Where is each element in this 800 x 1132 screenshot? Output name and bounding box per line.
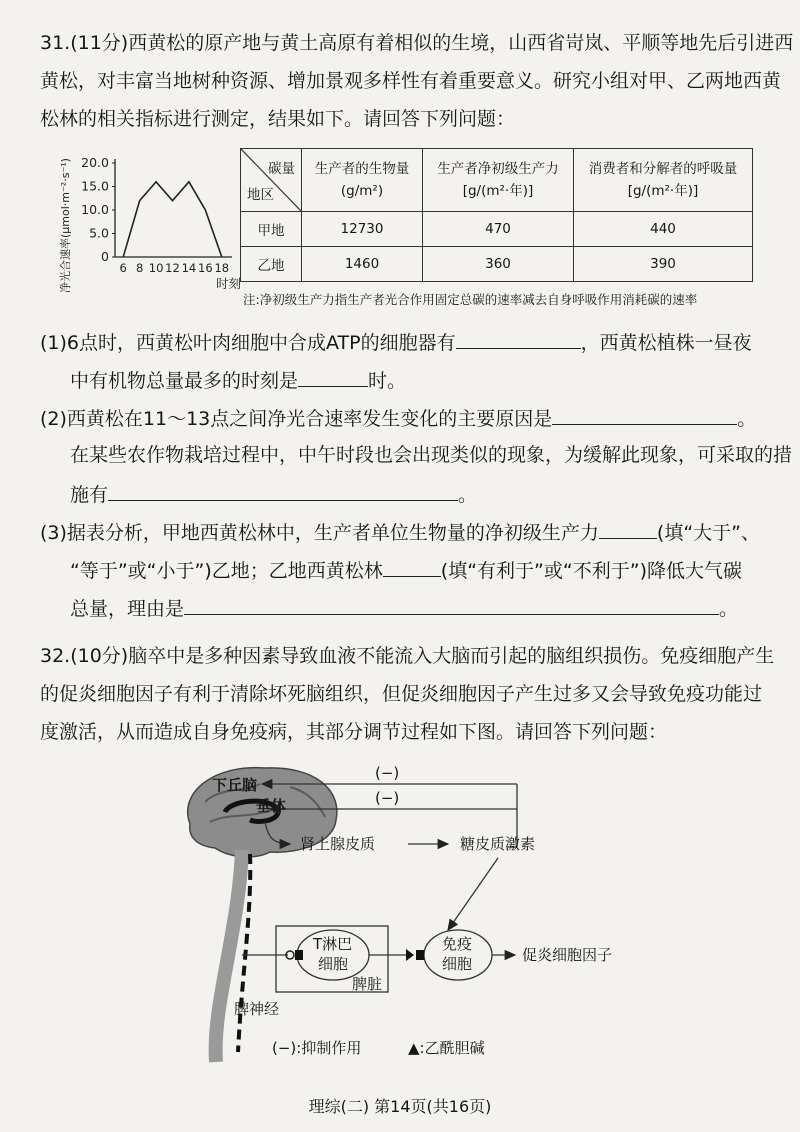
q32-text-1: 脑卒中是多种因素导致血液不能流入大脑而引起的脑组织损伤。免疫细胞产生 [128,645,775,667]
q31-score: (11分) [70,32,129,54]
q31-sub1-line2: 中有机物总量最多的时刻是 时。 [70,366,406,394]
q31-sub2-line1: (2)西黄松在11～13点之间净光合速率发生变化的主要原因是 。 [40,404,756,432]
answer-blank[interactable] [456,328,581,349]
answer-blank[interactable] [298,366,368,387]
table-cell: 440 [574,212,753,247]
header-respiration: 消费者和分解者的呼吸量 [g/(m²·年)] [574,149,753,212]
q31-number: 31. [40,32,71,54]
table-row [241,212,753,247]
q31-sub1-line1: (1)6点时，西黄松叶肉细胞中合成ATP的细胞器有 ，西黄松植株一昼夜 [40,328,752,356]
x-tick-label: 14 [181,261,197,275]
row-region: 甲地 [241,212,302,247]
label-spleen: 脾脏 [352,975,383,993]
carbon-data-table [240,148,753,282]
label-pituitary: 垂体 [256,797,287,815]
q31-text-1: 西黄松的原产地与黄土高原有着相似的生境，山西省岢岚、平顺等地先后引进西 [128,32,794,54]
q32-line-1 [40,643,774,669]
x-tick-label: 16 [198,261,213,275]
q32-line-2: 的促炎细胞因子有利于清除坏死脑组织，但促炎细胞因子产生过多又会导致免疫功能过 [40,683,763,705]
q32-line-3: 度激活，从而造成自身免疫病，其部分调节过程如下图。请回答下列问题： [40,721,668,743]
table-cell: 12730 [302,212,423,247]
x-tick-label: 18 [214,261,230,275]
label-inhibit-2: (−) [375,789,400,807]
answer-blank[interactable] [184,594,719,615]
row-region: 乙地 [241,247,302,282]
header-npp: 生产者净初级生产力 [g/(m²·年)] [423,149,574,212]
diagram-lines [170,762,650,1072]
label-hypothalamus: 下丘脑 [212,776,258,794]
answer-blank[interactable] [599,518,657,539]
label-t-cell-2: 细胞 [318,955,349,973]
q32-score: (10分) [70,645,129,667]
label-adrenal-cortex: 肾上腺皮质 [300,835,376,853]
legend-inhibit: (−):抑制作用 [272,1039,362,1057]
chart-canvas [55,145,240,295]
label-t-cell-1: T淋巴 [313,935,353,953]
label-splenic-nerve: 脾神经 [234,1000,280,1018]
y-axis-label: 净光合速率(μmol·m⁻²·s⁻¹) [59,158,72,293]
label-immune-1: 免疫 [442,935,473,953]
label-glucocorticoid: 糖皮质激素 [460,835,536,853]
q31-sub2-line2: 在某些农作物栽培过程中，中午时段也会出现类似的现象，为缓解此现象，可采取的措 [70,444,793,466]
answer-blank[interactable] [383,556,441,577]
q31-line-3: 松林的相关指标进行测定，结果如下。请回答下列问题： [40,108,516,130]
table-cell: 390 [574,247,753,282]
x-axis-label: 时刻 [216,276,240,291]
table-cell: 1460 [302,247,423,282]
x-tick-label: 10 [148,261,164,275]
q31-sub3-line2: “等于”或“小于”)乙地；乙地西黄松林 (填“有利于”或“不利于”)降低大气碳 [70,556,742,584]
q31-line-1 [40,30,793,56]
answer-blank[interactable] [552,404,737,425]
y-tick-label: 10.0 [81,202,109,217]
photosynthesis-chart [55,145,240,299]
table-note: 注:净初级生产力指生产者光合作用固定总碳的速率减去自身呼吸作用消耗碳的速率 [243,292,698,307]
y-tick-label: 0 [101,249,109,264]
y-tick-label: 20.0 [81,155,109,170]
label-immune-2: 细胞 [442,955,473,973]
y-tick-label: 5.0 [89,225,109,241]
answer-blank[interactable] [108,480,458,501]
table-row [241,247,753,282]
rate-series-line [123,182,222,257]
label-inhibit-1: (−) [375,764,400,782]
table-cell: 470 [423,212,574,247]
header-biomass: 生产者的生物量 (g/m²) [302,149,423,212]
q32-number: 32. [40,645,71,667]
corner-region-label: 地区 [247,187,274,203]
x-tick-label: 12 [165,261,180,275]
table-cell: 360 [423,247,574,282]
y-tick-label: 15.0 [81,178,109,194]
q31-sub3-line1: (3)据表分析，甲地西黄松林中，生产者单位生物量的净初级生产力 (填“大于”、 [40,518,760,546]
q31-sub3-line3: 总量，理由是 。 [70,594,738,622]
x-tick-label: 8 [135,261,144,275]
label-cytokine: 促炎细胞因子 [522,946,613,964]
q31-sub2-line3: 施有 。 [70,480,477,508]
table-corner [241,149,302,212]
x-tick-label: 6 [119,261,127,275]
legend-ach: ▲:乙酰胆碱 [408,1039,485,1057]
q31-line-2: 黄松，对丰富当地树种资源、增加景观多样性有着重要意义。研究小组对甲、乙两地西黄 [40,70,782,92]
corner-carbon-label: 碳量 [268,161,295,177]
page-footer: 理综(二) 第14页(共16页) [308,1097,492,1116]
